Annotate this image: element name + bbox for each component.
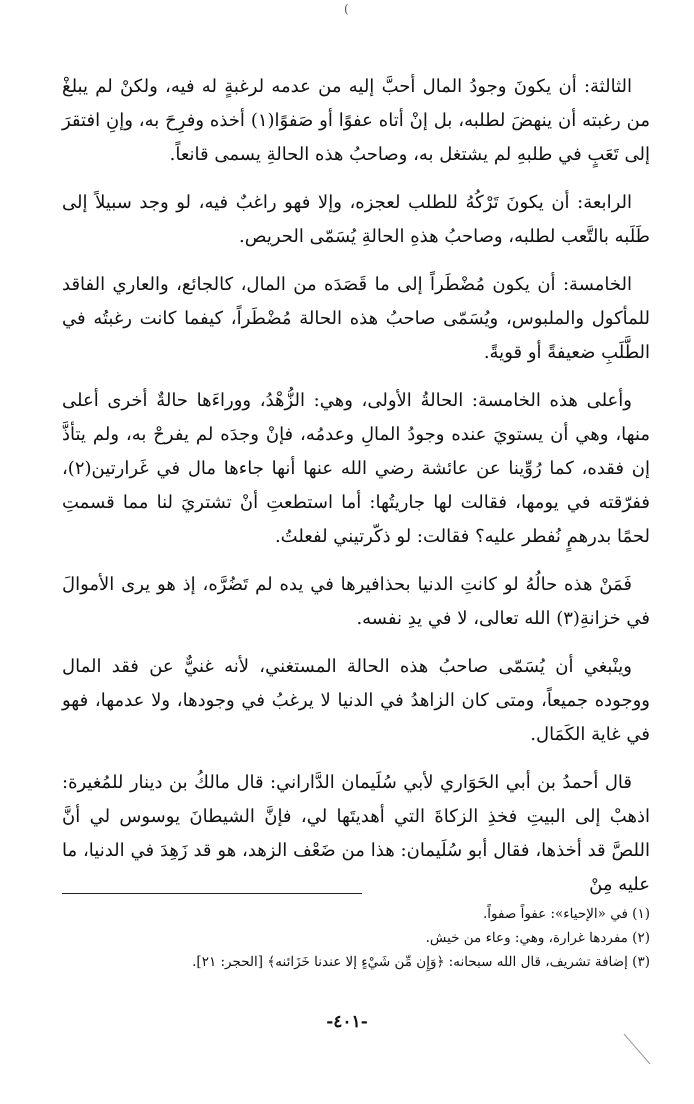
footnote-2: (٢) مفردها غرارة، وهي: وعاء من خيش. — [425, 930, 650, 946]
footnote-3: (٣) إضافة تشريف، قال الله سبحانه: ﴿وَإِن مِّن شَيْءٍ إلا عندنا خَزَائنه﴾ [الحجر: ٢١]. — [192, 954, 650, 970]
footnote-divider — [62, 893, 362, 894]
footnotes — [62, 902, 650, 974]
paragraph-highest-state: وأعلى هذه الخامسة: الحالةُ الأولى، وهي: الزُّهْدُ، ووراءَها حالةٌ أخرى أعلى منها، وهي أن يستويَ عنده وجودُ المالِ وعدمُه، فإنْ وجدَه لم يفرحْ به، ولم يتأذَّ إن فقده، كما رُوِّينا عن عائشة رضي الله عنها أنها جاءها مال في غَرارتين(٢)، ففرّقته في يومها، فقالت لها جاريتُها: أما استطعتِ أنْ تشتريَ لنا مما قسمتِ لحمًا بدرهمٍ نُفطر عليه؟ فقالت: لو ذكّرتيني لفعلتُ. — [62, 390, 650, 547]
footnote-1: (١) في «الإحياء»: عفواً صفواً. — [483, 906, 650, 922]
paragraph-self-sufficient: وينْبغي أن يُسَمّى صاحبُ هذه الحالة المستغني، لأنه غنيٌّ عن فقد المال ووجوده جميعاً، ومتى كان الزاهدُ في الدنيا لا يرغبُ في وجودها، ولا عدمها، فهو في غاية الكَمَال. — [62, 656, 650, 745]
paragraph-whole-world: فَمَنْ هذه حالُهُ لو كانتِ الدنيا بحذافيرها في يده لم تَضُرَّه، إذ هو يرى الأموالَ في خزانةِ(٣) الله تعالى، لا في يدِ نفسه. — [62, 574, 650, 629]
paragraph-ahmad-quote: قال أحمدُ بن أبي الحَوَاري لأبي سُلَيمان الدَّاراني: قال مالكُ بن دينار للمُغيرة: اذهبْ إلى البيتِ فخذِ الزكاةَ التي أهديتَها لي، فإنَّ الشيطانَ يوسوس لي أنَّ اللصَّ قد أخذها، فقال أبو سُلَيمان: هذا من ضَعْف الزهد، هو قد زَهِدَ في الدنيا، ما عليه مِنْ — [62, 772, 650, 895]
scan-scratch-mark — [620, 1030, 660, 1070]
paragraph-third-state: الثالثة: أن يكونَ وجودُ المال أحبَّ إليه من عدمه لرغبةٍ له فيه، ولكنْ لم يبلغْ من رغبته أن ينهضَ لطلبه، بل إنْ أتاه عفوًا أو صَفوًا(١) أخذه وفرِحَ به، وإنِ افتقرَ إلى تَعَبٍ في طلبهِ لم يشتغل به، وصاحبُ هذه الحالةِ يسمى قانعاً. — [62, 76, 650, 165]
top-mark: ( — [344, 2, 349, 16]
page-body — [62, 70, 650, 914]
paragraph-fifth-state: الخامسة: أن يكون مُضْطَراً إلى ما قَصَدَه من المال، كالجائع، والعاري الفاقد للمأكول والملبوس، ويُسَمّى صاحبُ هذه الحالة مُضْطَراً، كيفما كانت رغبتُه في الطَّلَبِ ضعيفةً أو قويةً. — [62, 274, 650, 363]
paragraph-fourth-state: الرابعة: أن يكونَ تَرْكُهُ للطلب لعجزه، وإلا فهو راغبٌ فيه، لو وجد سبيلاً إلى طَلَبه بالتَّعب لطلبه، وصاحبُ هذهِ الحالةِ يُسَمّى الحريص. — [62, 192, 650, 247]
page-number: -٤٠١- — [326, 1012, 368, 1032]
